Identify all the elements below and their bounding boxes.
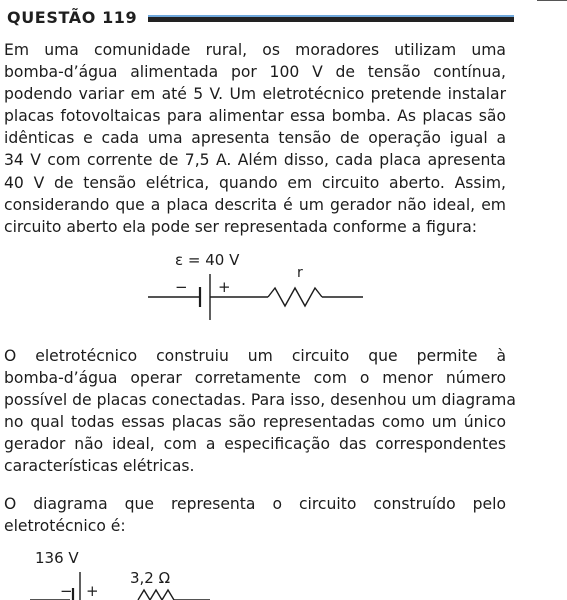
construction-paragraph [4,345,516,478]
statement-line: bomba-d’água alimentada por 100 V de tensão contínua, [4,63,506,82]
option-resistance-label: 3,2 Ω [130,569,171,587]
question-title: QUESTÃO 119 [7,8,138,27]
option-circuit-wiring [30,572,210,600]
construction-line: gerador não ideal, com a especificação das correspondentes [4,435,506,454]
statement-line: podendo variar em até 5 V. Um eletrotécnico pretende instalar [4,85,506,104]
statement-line: idênticas e cada uma apresenta tensão de operação igual a [4,129,506,148]
statement-line: considerando que a placa descrita é um gerador não ideal, em [4,195,506,214]
construction-line: características elétricas. [4,457,195,476]
construction-line: possível de placas conectadas. Para isso, desenhou um diagrama [4,391,516,410]
statement-line: placas fotovoltaicas para alimentar essa bomba. As placas são [4,107,506,126]
resistor-label: r [297,265,303,281]
option-resistor-zigzag [138,590,174,600]
statement-line: 40 V de tensão elétrica, quando em circuito aberto. Assim, [4,173,506,192]
construction-line: O eletrotécnico construiu um circuito que permite à [4,347,506,365]
statement-line: 34 V com corrente de 7,5 A. Além disso, cada placa apresenta [4,151,506,170]
option-minus-sign: − [60,582,73,600]
emf-label: ε = 40 V [175,251,240,269]
prompt-line: eletrotécnico é: [4,517,126,536]
statement-line: circuito aberto ela pode ser representada conforme a figura: [4,217,478,236]
prompt-line: O diagrama que representa o circuito construído pelo [4,495,506,513]
resistor-zigzag [268,288,322,306]
construction-line: no qual todas essas placas são representadas como um único [4,413,506,432]
option-voltage-label: 136 V [35,549,79,567]
construction-line: bomba-d’água operar corretamente com o menor número [4,369,506,388]
plus-sign: + [218,278,231,296]
statement-line: Em uma comunidade rural, os moradores utilizam uma [4,41,506,59]
question-prompt [4,493,506,537]
minus-sign: − [175,278,188,296]
option-plus-sign: + [86,582,99,600]
